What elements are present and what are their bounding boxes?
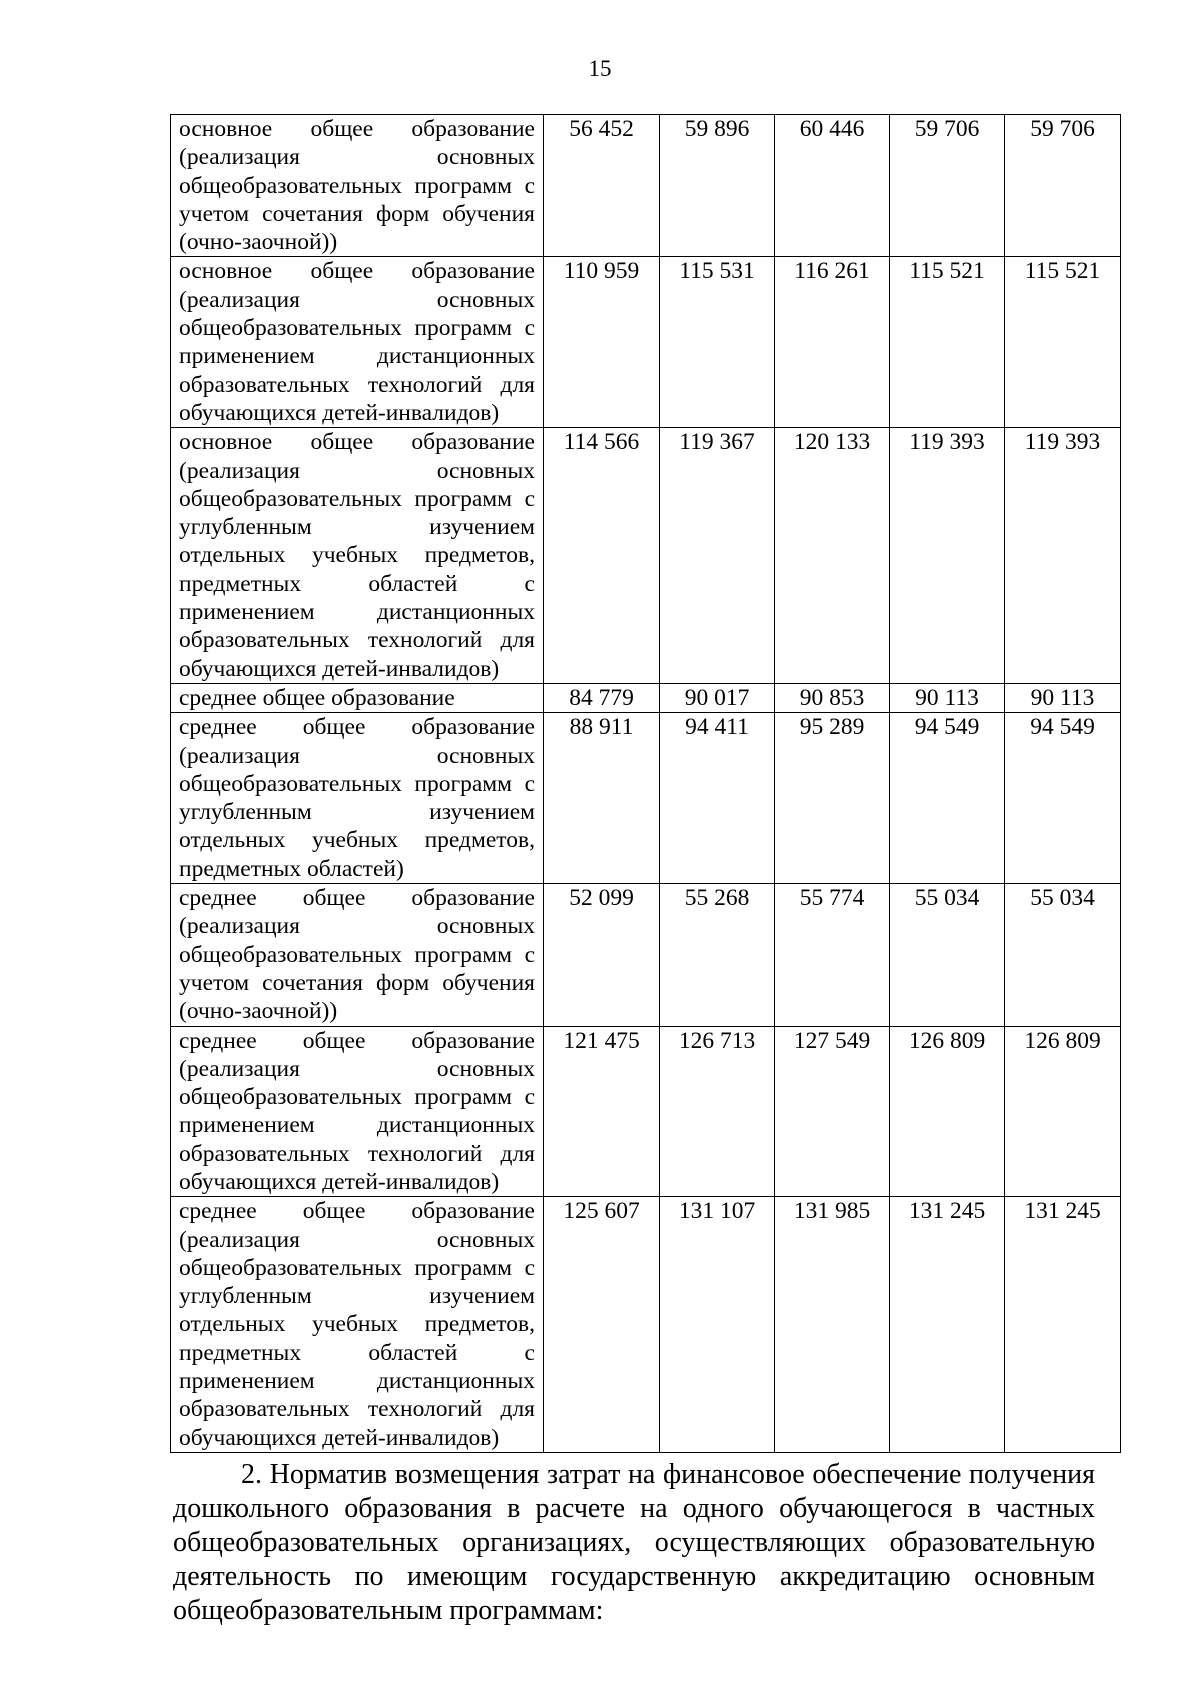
table-row (171, 257, 1121, 428)
cost-norms-table (170, 114, 1121, 1453)
value-cell: 131 985 (775, 1197, 890, 1453)
page-number: 15 (588, 56, 612, 81)
value-cell: 55 268 (660, 884, 775, 1026)
row-label: среднее общее образование (171, 683, 544, 712)
value-cell: 115 531 (660, 257, 775, 428)
value-cell: 55 034 (890, 884, 1005, 1026)
value-cell: 88 911 (544, 713, 660, 884)
value-cell: 59 706 (1005, 115, 1121, 257)
table-row (171, 115, 1121, 257)
section-paragraph: 2. Норматив возмещения затрат на финансовое обеспечение получения дошкольного образования в расчете на одного обучающегося в частных общеобразовательных организациях, осуществляющих образовательную деятельность по имеющим государственную аккредитацию основным общеобразовательным программам: (173, 1459, 1095, 1626)
value-cell: 119 393 (890, 428, 1005, 684)
value-cell: 116 261 (775, 257, 890, 428)
row-label: среднее общее образование (реализация основных общеобразовательных программ с углубленным изучением отдельных учебных предметов, предметных областей) (171, 713, 544, 884)
table-row (171, 1026, 1121, 1197)
value-cell: 90 113 (1005, 683, 1121, 712)
value-cell: 126 809 (890, 1026, 1005, 1197)
value-cell: 55 774 (775, 884, 890, 1026)
value-cell: 90 113 (890, 683, 1005, 712)
value-cell: 115 521 (890, 257, 1005, 428)
table-row (171, 428, 1121, 684)
value-cell: 119 393 (1005, 428, 1121, 684)
value-cell: 114 566 (544, 428, 660, 684)
value-cell: 95 289 (775, 713, 890, 884)
table-row (171, 713, 1121, 884)
value-cell: 121 475 (544, 1026, 660, 1197)
value-cell: 90 017 (660, 683, 775, 712)
table-row (171, 683, 1121, 712)
value-cell: 131 245 (890, 1197, 1005, 1453)
value-cell: 94 549 (1005, 713, 1121, 884)
value-cell: 52 099 (544, 884, 660, 1026)
row-label: среднее общее образование (реализация основных общеобразовательных программ с углубленным изучением отдельных учебных предметов, предметных областей с применением дистанционных образовательных технологий для обучающихся детей-инвалидов) (171, 1197, 544, 1453)
value-cell: 131 107 (660, 1197, 775, 1453)
value-cell: 56 452 (544, 115, 660, 257)
value-cell: 55 034 (1005, 884, 1121, 1026)
value-cell: 115 521 (1005, 257, 1121, 428)
value-cell: 94 411 (660, 713, 775, 884)
row-label: среднее общее образование (реализация основных общеобразовательных программ с учетом сочетания форм обучения (очно-заочной)) (171, 884, 544, 1026)
row-label: основное общее образование (реализация основных общеобразовательных программ с учетом сочетания форм обучения (очно-заочной)) (171, 115, 544, 257)
value-cell: 110 959 (544, 257, 660, 428)
value-cell: 90 853 (775, 683, 890, 712)
value-cell: 126 713 (660, 1026, 775, 1197)
value-cell: 120 133 (775, 428, 890, 684)
value-cell: 126 809 (1005, 1026, 1121, 1197)
value-cell: 60 446 (775, 115, 890, 257)
value-cell: 84 779 (544, 683, 660, 712)
row-label: основное общее образование (реализация основных общеобразовательных программ с применением дистанционных образовательных технологий для обучающихся детей-инвалидов) (171, 257, 544, 428)
table-row (171, 884, 1121, 1026)
value-cell: 131 245 (1005, 1197, 1121, 1453)
value-cell: 125 607 (544, 1197, 660, 1453)
value-cell: 59 896 (660, 115, 775, 257)
table-row (171, 1197, 1121, 1453)
value-cell: 94 549 (890, 713, 1005, 884)
value-cell: 119 367 (660, 428, 775, 684)
row-label: основное общее образование (реализация основных общеобразовательных программ с углубленным изучением отдельных учебных предметов, предметных областей с применением дистанционных образовательных технологий для обучающихся детей-инвалидов) (171, 428, 544, 684)
value-cell: 59 706 (890, 115, 1005, 257)
table-body (171, 115, 1121, 1453)
row-label: среднее общее образование (реализация основных общеобразовательных программ с применением дистанционных образовательных технологий для обучающихся детей-инвалидов) (171, 1026, 544, 1197)
value-cell: 127 549 (775, 1026, 890, 1197)
